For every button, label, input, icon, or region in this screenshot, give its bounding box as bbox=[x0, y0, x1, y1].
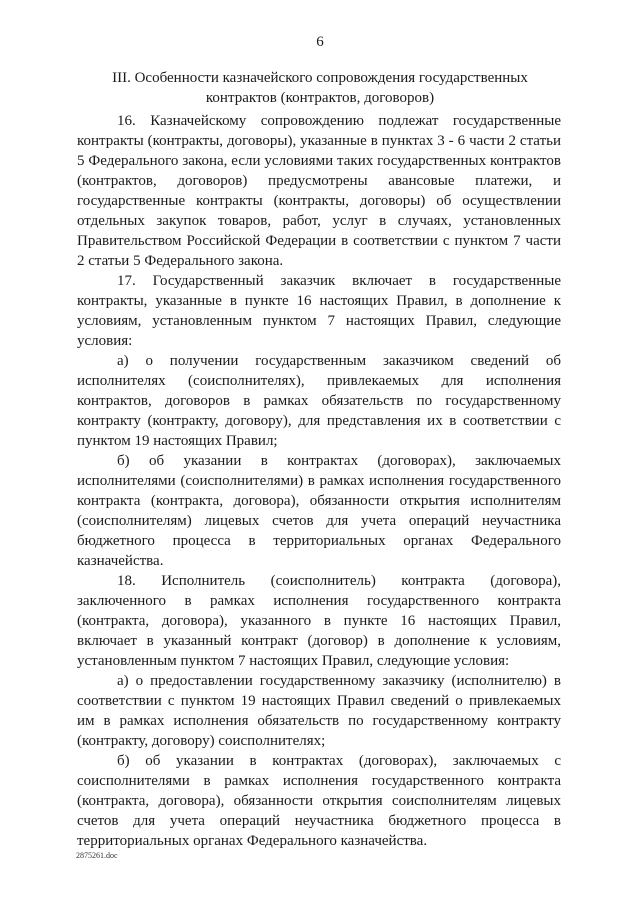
document-body bbox=[77, 111, 561, 851]
paragraph-18: 18. Исполнитель (соисполнитель) контракта (договора), заключенного в рамках исполнения государственного контракта (контракта, договора), указанного в пункте 16 настоящих Правил, включает в указанный контракт (договор) в дополнение к условиям, установленным пунктом 7 настоящих Правил, следующие условия: bbox=[77, 573, 561, 669]
paragraph-18-b: б) об указании в контрактах (договорах), заключаемых с соисполнителями в рамках исполнения государственного контракта (контракта, договора), обязанности открытия соисполнителям лицевых счетов для учета операций неучастника бюджетного процесса в территориальных органах Федерального казначейства. bbox=[77, 753, 561, 849]
paragraph-16: 16. Казначейскому сопровождению подлежат государственные контракты (контракты, договоры), указанные в пунктах 3 - 6 части 2 статьи 5 Федерального закона, если условиями таких государственных контрактов (контрактов, договоров) предусмотрены авансовые платежи, и государственные контракты (контракты, договоры) об осуществлении отдельных закупок товаров, работ, услуг в случаях, установленных Правительством Российской Федерации в соответствии с пунктом 7 части 2 статьи 5 Федерального закона. bbox=[77, 113, 561, 269]
paragraph-17: 17. Государственный заказчик включает в государственные контракты, указанные в пункте 16 настоящих Правил, в дополнение к условиям, установленным пунктом 7 настоящих Правил, следующие условия: bbox=[77, 273, 561, 349]
paragraph-17-a: а) о получении государственным заказчиком сведений об исполнителях (соисполнителях), привлекаемых для исполнения контрактов, договоров в рамках обязательств по государственному контракту (контракту, договору), для представления их в соответствии с пунктом 19 настоящих Правил; bbox=[77, 353, 561, 449]
paragraph-17-b: б) об указании в контрактах (договорах), заключаемых исполнителями (соисполнителями) в рамках исполнения государственного контракта (контракта, договора), обязанности открытия исполнителям (соисполнителям) лицевых счетов для учета операций неучастника бюджетного процесса в территориальных органах Федерального казначейства. bbox=[77, 453, 561, 569]
paragraph-18-a: а) о предоставлении государственному заказчику (исполнителю) в соответствии с пунктом 19 настоящих Правил сведений о привлекаемых им в рамках исполнения обязательств по государственному контракту (контракту, договору) соисполнителях; bbox=[77, 673, 561, 749]
page-number: 6 bbox=[316, 34, 324, 50]
section-heading: III. Особенности казначейского сопровождения государственных контрактов (контрактов, договоров) bbox=[112, 70, 528, 106]
footer-filename: 2875261.doc bbox=[76, 851, 118, 860]
